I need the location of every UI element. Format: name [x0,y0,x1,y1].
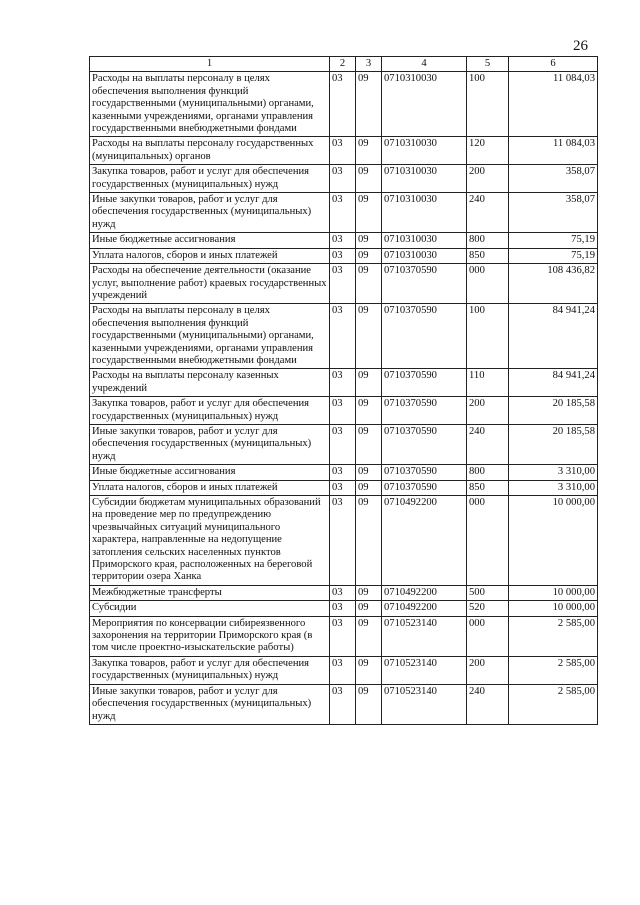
row-amount: 10 000,00 [509,496,598,586]
row-section: 03 [330,585,356,600]
row-amount: 20 185,58 [509,424,598,464]
row-name: Расходы на выплаты персоналу в целях обеспечения выполнения функций государственными (муниципальными) органами, казенными учреждениями, органами управления государственными внебюджетными фондами [90,304,330,369]
row-expense-type: 100 [467,304,509,369]
row-section: 03 [330,248,356,263]
row-subsection: 09 [356,193,382,233]
row-section: 03 [330,193,356,233]
row-section: 03 [330,601,356,616]
row-subsection: 09 [356,585,382,600]
row-name: Закупка товаров, работ и услуг для обеспечения государственных (муниципальных) нужд [90,656,330,684]
row-section: 03 [330,137,356,165]
budget-table [89,56,598,725]
table-row [90,248,598,263]
row-name: Расходы на выплаты персоналу в целях обеспечения выполнения функций государственными (муниципальными) органами, казенными учреждениями, органами управления государственными внебюджетными фондами [90,72,330,137]
row-expense-type: 800 [467,233,509,248]
row-section: 03 [330,616,356,656]
row-name: Расходы на обеспечение деятельности (оказание услуг, выполнение работ) краевых государственных учреждений [90,264,330,304]
table-row [90,656,598,684]
row-subsection: 09 [356,369,382,397]
row-expense-type: 100 [467,72,509,137]
row-target-code: 0710370590 [382,465,467,480]
row-section: 03 [330,72,356,137]
row-amount: 358,07 [509,193,598,233]
column-header-5: 5 [467,57,509,72]
row-section: 03 [330,480,356,495]
row-name: Иные закупки товаров, работ и услуг для обеспечения государственных (муниципальных) нужд [90,684,330,724]
row-section: 03 [330,684,356,724]
table-row [90,304,598,369]
row-target-code: 0710310030 [382,72,467,137]
row-subsection: 09 [356,264,382,304]
row-section: 03 [330,369,356,397]
page-number: 26 [573,38,588,54]
row-expense-type: 520 [467,601,509,616]
row-target-code: 0710492200 [382,496,467,586]
table-row [90,137,598,165]
table-row [90,684,598,724]
row-subsection: 09 [356,72,382,137]
column-header-4: 4 [382,57,467,72]
row-name: Мероприятия по консервации сибиреязвенного захоронения на территории Приморского края (в том числе проектно-изыскательские работы) [90,616,330,656]
row-name: Уплата налогов, сборов и иных платежей [90,248,330,263]
table-row [90,616,598,656]
row-section: 03 [330,465,356,480]
table-row [90,264,598,304]
row-amount: 84 941,24 [509,304,598,369]
table-row [90,601,598,616]
row-section: 03 [330,496,356,586]
row-expense-type: 200 [467,165,509,193]
row-expense-type: 800 [467,465,509,480]
row-name: Иные бюджетные ассигнования [90,233,330,248]
row-amount: 3 310,00 [509,465,598,480]
row-amount: 10 000,00 [509,601,598,616]
row-name: Иные закупки товаров, работ и услуг для обеспечения государственных (муниципальных) нужд [90,424,330,464]
row-subsection: 09 [356,248,382,263]
table-row [90,424,598,464]
row-target-code: 0710370590 [382,304,467,369]
row-target-code: 0710492200 [382,601,467,616]
row-name: Закупка товаров, работ и услуг для обеспечения государственных (муниципальных) нужд [90,397,330,425]
row-subsection: 09 [356,480,382,495]
row-name: Закупка товаров, работ и услуг для обеспечения государственных (муниципальных) нужд [90,165,330,193]
row-amount: 10 000,00 [509,585,598,600]
column-header-1: 1 [90,57,330,72]
row-expense-type: 240 [467,193,509,233]
row-section: 03 [330,656,356,684]
row-expense-type: 000 [467,616,509,656]
table-row [90,585,598,600]
row-name: Субсидии бюджетам муниципальных образований на проведение мер по предупреждению чрезвычайных ситуаций муниципального характера, направленные на недопущение затопления сельских населенных пунктов Приморского края, расположенных на береговой территории озера Ханка [90,496,330,586]
row-target-code: 0710310030 [382,248,467,263]
row-amount: 2 585,00 [509,656,598,684]
row-expense-type: 200 [467,656,509,684]
row-subsection: 09 [356,304,382,369]
row-section: 03 [330,424,356,464]
row-subsection: 09 [356,496,382,586]
table-row [90,397,598,425]
row-target-code: 0710523140 [382,616,467,656]
table-row [90,193,598,233]
table-row [90,369,598,397]
row-target-code: 0710492200 [382,585,467,600]
row-expense-type: 120 [467,137,509,165]
column-header-6: 6 [509,57,598,72]
row-target-code: 0710310030 [382,137,467,165]
row-subsection: 09 [356,684,382,724]
row-target-code: 0710310030 [382,233,467,248]
table-row [90,496,598,586]
table-row [90,165,598,193]
row-target-code: 0710370590 [382,369,467,397]
row-target-code: 0710370590 [382,264,467,304]
row-amount: 11 084,03 [509,137,598,165]
row-expense-type: 110 [467,369,509,397]
row-subsection: 09 [356,424,382,464]
row-name: Расходы на выплаты персоналу казенных учреждений [90,369,330,397]
row-subsection: 09 [356,465,382,480]
row-amount: 3 310,00 [509,480,598,495]
row-subsection: 09 [356,137,382,165]
row-name: Иные закупки товаров, работ и услуг для обеспечения государственных (муниципальных) нужд [90,193,330,233]
row-section: 03 [330,397,356,425]
row-amount: 11 084,03 [509,72,598,137]
row-amount: 75,19 [509,233,598,248]
row-target-code: 0710523140 [382,684,467,724]
row-target-code: 0710310030 [382,165,467,193]
row-amount: 2 585,00 [509,684,598,724]
table-row [90,465,598,480]
row-expense-type: 850 [467,480,509,495]
row-section: 03 [330,165,356,193]
row-expense-type: 240 [467,684,509,724]
row-target-code: 0710370590 [382,424,467,464]
row-amount: 20 185,58 [509,397,598,425]
row-subsection: 09 [356,233,382,248]
row-target-code: 0710523140 [382,656,467,684]
row-amount: 2 585,00 [509,616,598,656]
row-name: Иные бюджетные ассигнования [90,465,330,480]
column-header-2: 2 [330,57,356,72]
row-target-code: 0710370590 [382,480,467,495]
row-amount: 108 436,82 [509,264,598,304]
row-expense-type: 200 [467,397,509,425]
row-target-code: 0710370590 [382,397,467,425]
row-name: Уплата налогов, сборов и иных платежей [90,480,330,495]
row-section: 03 [330,264,356,304]
row-expense-type: 850 [467,248,509,263]
row-amount: 84 941,24 [509,369,598,397]
row-expense-type: 000 [467,496,509,586]
row-name: Расходы на выплаты персоналу государственных (муниципальных) органов [90,137,330,165]
table-row [90,233,598,248]
table-header-row [90,57,598,72]
row-expense-type: 000 [467,264,509,304]
row-subsection: 09 [356,165,382,193]
row-subsection: 09 [356,656,382,684]
row-subsection: 09 [356,397,382,425]
row-subsection: 09 [356,601,382,616]
row-section: 03 [330,304,356,369]
column-header-3: 3 [356,57,382,72]
row-amount: 358,07 [509,165,598,193]
row-section: 03 [330,233,356,248]
table-row [90,72,598,137]
row-name: Межбюджетные трансферты [90,585,330,600]
row-amount: 75,19 [509,248,598,263]
row-name: Субсидии [90,601,330,616]
row-subsection: 09 [356,616,382,656]
table-row [90,480,598,495]
row-expense-type: 500 [467,585,509,600]
row-expense-type: 240 [467,424,509,464]
row-target-code: 0710310030 [382,193,467,233]
